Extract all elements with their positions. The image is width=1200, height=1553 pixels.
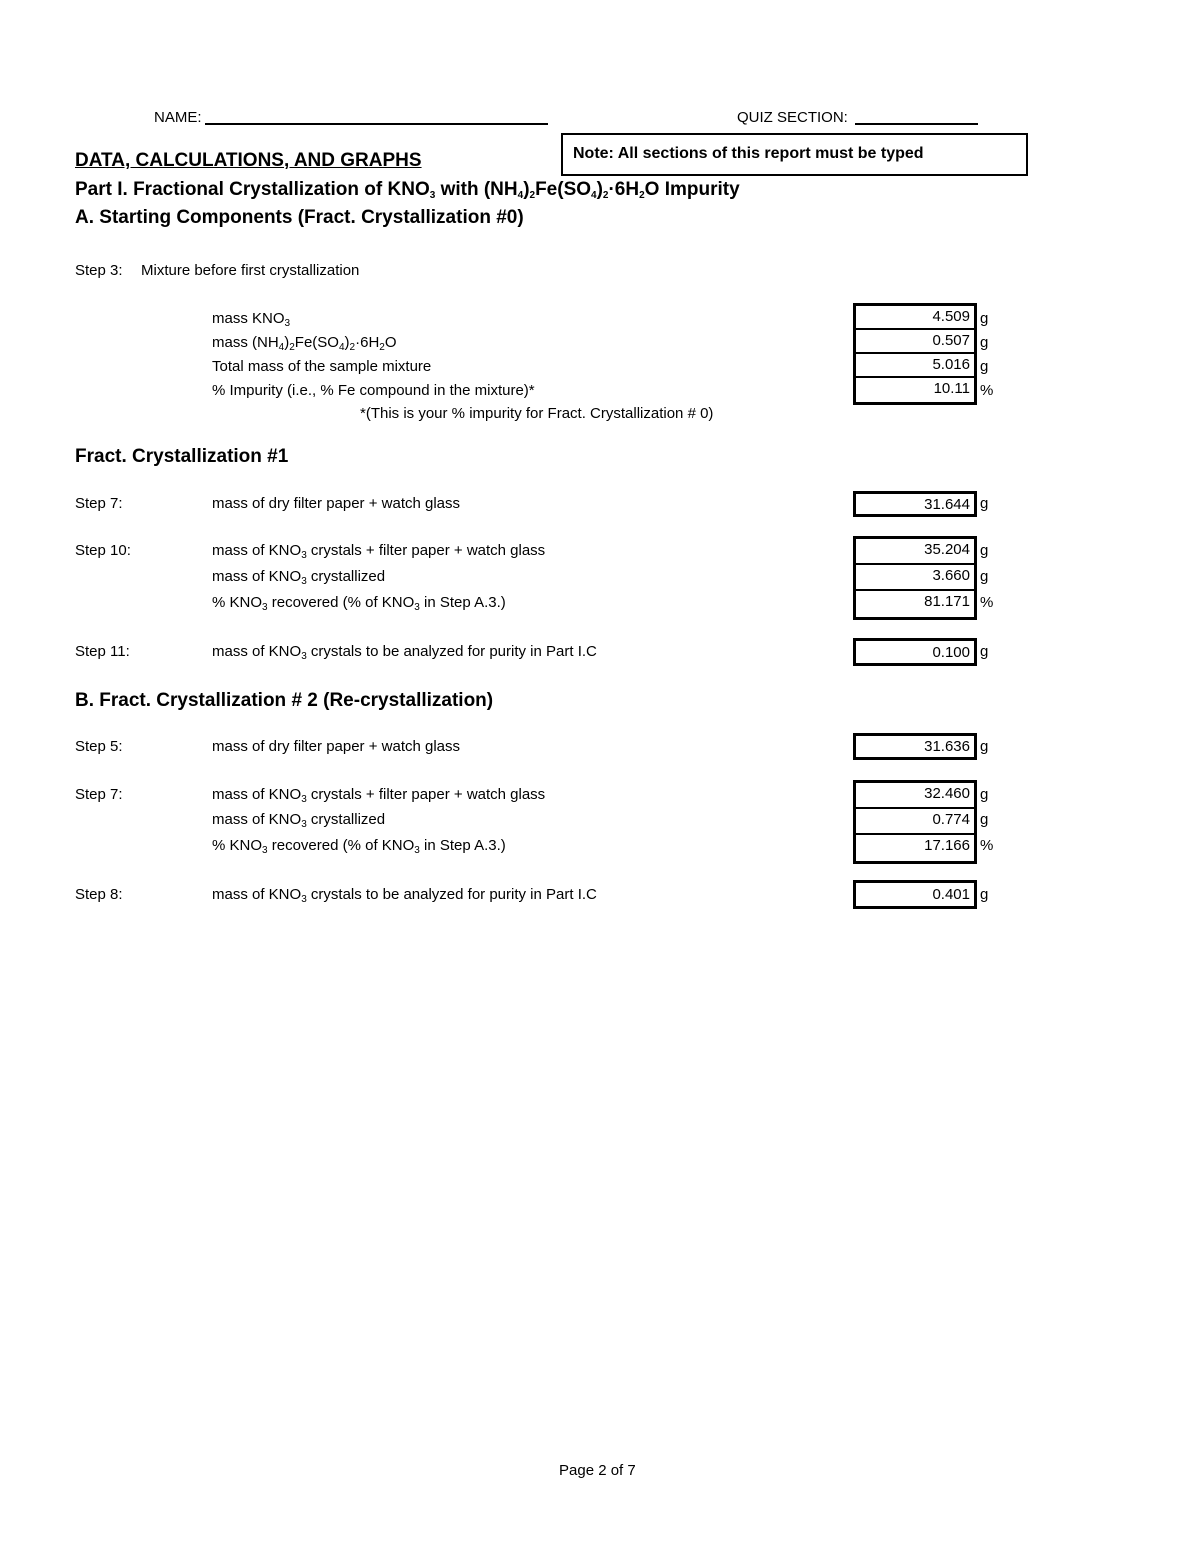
row-label: mass of $KNO_3$ crystals + filter paper + watch glass [212,542,546,561]
step-label: Step 5: [75,738,123,755]
row-label: mass of $KNO_3$ crystals + filter paper + watch glass [212,786,546,805]
row-label: % Impurity (i.e., % Fe compound in the mixture)* [212,382,535,399]
row-label: % $KNO_3$ recovered (% of $KNO_3$ in Step A.3.) [212,837,506,856]
value-field[interactable]: 5.016 [856,354,974,378]
step-label: Step 8: [75,886,123,903]
value-group [853,303,977,405]
row-label: mass of $KNO_3$ crystallized [212,568,386,587]
unit: g [980,738,989,755]
footnote: *(This is your % impurity for Fract. Crystallization # 0) [360,405,714,422]
unit: g [980,334,989,351]
unit: g [980,310,989,327]
main-title: DATA, CALCULATIONS, AND GRAPHS [75,150,422,171]
step-label: Step 11: [75,643,130,660]
typed-note: Note: All sections of this report must be typed [561,133,1028,176]
unit: % [980,382,994,399]
name-line[interactable] [205,123,548,125]
name-label: NAME: [154,109,202,126]
unit: g [980,542,989,559]
row-label: mass $KNO_3$ [212,310,291,329]
step-label: Step 10: [75,542,131,559]
value-field[interactable]: 81.171 [924,593,970,610]
unit: g [980,886,989,903]
section-b-title: B. Fract. Crystallization # 2 (Re-crystallization) [75,690,494,711]
row-label: mass of $KNO_3$ crystals to be analyzed for purity in Part I.C [212,643,597,662]
unit: g [980,358,989,375]
value-field[interactable]: 10.11 [933,380,970,397]
part1-title: Part I. Fractional Crystallization of $KNO_3$ with $(NH_4)_2Fe(SO_4)_2\cdot 6H_2O$ Impurity [75,179,740,201]
value-group [853,536,977,620]
fract1-title: Fract. Crystallization #1 [75,446,289,467]
row-label: mass $(NH_4)_2Fe(SO_4)_2\cdot 6H_2O$ [212,334,397,353]
step-label: Step 3: [75,262,123,279]
quiz-section-label: QUIZ SECTION: [737,109,848,126]
value-field[interactable]: 31.636 [853,733,977,760]
row-label: mass of dry filter paper + watch glass [212,495,461,512]
value-field[interactable]: 35.204 [856,539,974,565]
value-field[interactable]: 0.401 [853,880,977,909]
value-field[interactable]: 4.509 [856,306,974,330]
value-field[interactable]: 32.460 [856,783,974,809]
unit: g [980,811,989,828]
section-a-title: A. Starting Components (Fract. Crystallization #0) [75,207,524,228]
row-label: % $KNO_3$ recovered (% of $KNO_3$ in Step A.3.) [212,594,506,613]
step-description: Mixture before first crystallization [141,262,360,279]
page-number: Page 2 of 7 [559,1462,636,1479]
unit: g [980,495,989,512]
value-field[interactable]: 0.100 [853,638,977,666]
step-label: Step 7: [75,786,123,803]
row-label: Total mass of the sample mixture [212,358,432,375]
value-field[interactable]: 17.166 [924,837,970,854]
row-label: mass of dry filter paper + watch glass [212,738,461,755]
unit: g [980,568,989,585]
value-field[interactable]: 3.660 [856,565,974,591]
unit: % [980,594,994,611]
unit: % [980,837,994,854]
value-field[interactable]: 0.507 [856,330,974,354]
row-label: mass of $KNO_3$ crystals to be analyzed for purity in Part I.C [212,886,597,905]
quiz-section-line[interactable] [855,123,978,125]
unit: g [980,786,989,803]
step-label: Step 7: [75,495,123,512]
unit: g [980,643,989,660]
value-field[interactable]: 31.644 [853,491,977,517]
value-field[interactable]: 0.774 [856,809,974,835]
value-group [853,780,977,864]
row-label: mass of $KNO_3$ crystallized [212,811,386,830]
